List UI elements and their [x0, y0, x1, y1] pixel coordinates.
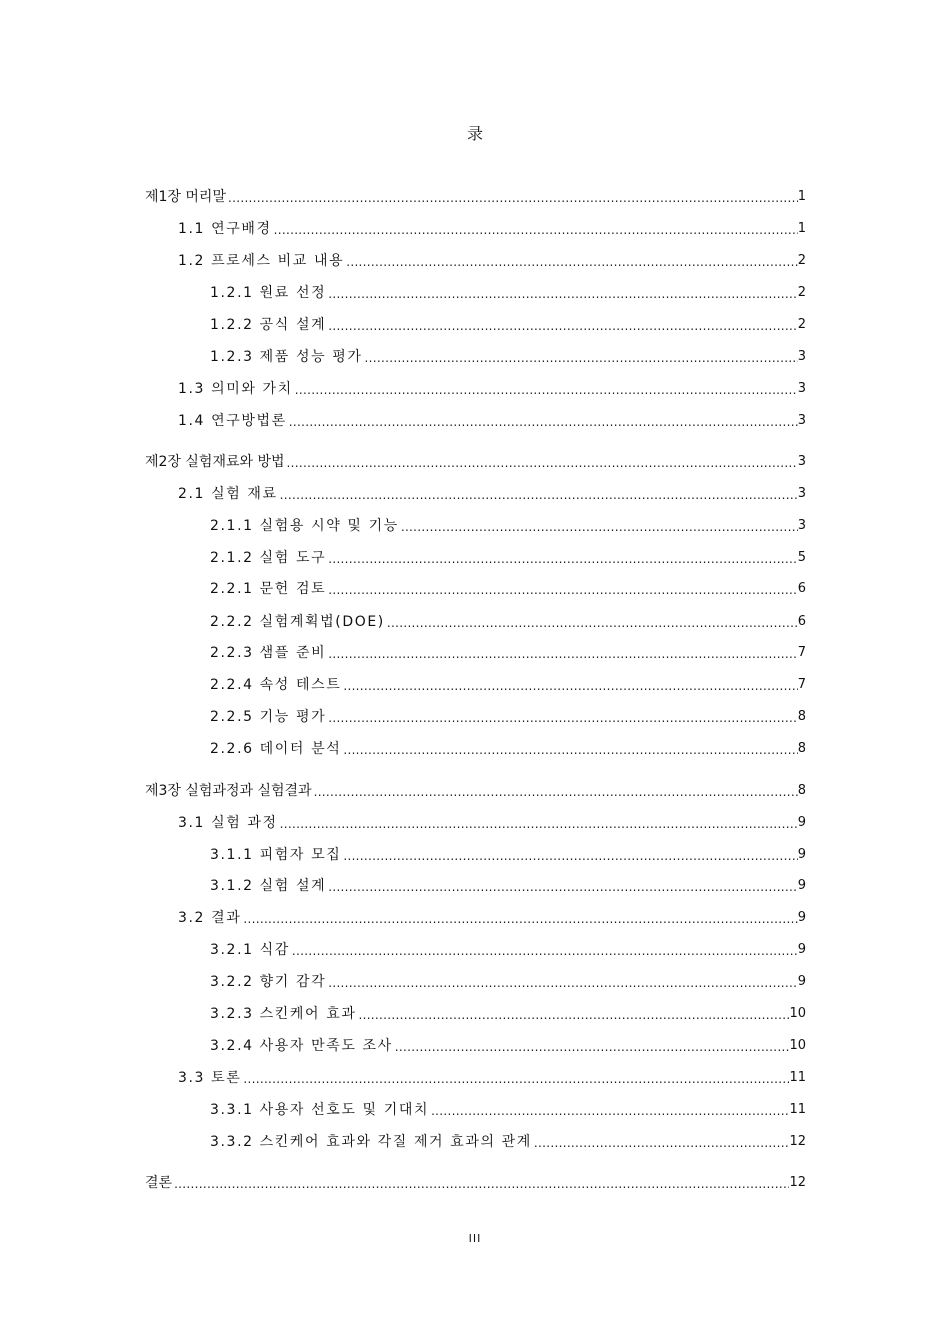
toc-entry-label: 1.2.2 공식 설계 [210, 317, 327, 333]
toc-entry-label: 2.2.1 문헌 검토 [210, 581, 327, 597]
toc-dot-leader [226, 190, 798, 206]
toc-entry-label: 제3장 실험과정과 실험결과 [145, 783, 312, 799]
toc-entry-label: 3.1.1 피험자 모집 [210, 847, 342, 863]
toc-entry-label: 1.2.1 원료 선정 [210, 285, 327, 301]
toc-entry-label: 2.1 실험 재료 [178, 486, 278, 502]
toc-entry-page: 3 [797, 486, 806, 501]
toc-dot-leader [344, 254, 798, 270]
toc-entry-page: 2 [797, 285, 806, 300]
toc-dot-leader [326, 975, 798, 991]
toc-entry-page: 3 [797, 381, 806, 396]
toc-entry[interactable] [145, 282, 806, 302]
toc-entry-page: 10 [789, 1006, 806, 1021]
toc-dot-leader [326, 582, 798, 598]
toc-dot-leader [341, 678, 797, 694]
toc-entry-label: 3.1.2 실험 설계 [210, 878, 327, 894]
toc-dot-leader [326, 710, 798, 726]
toc-entry[interactable] [145, 218, 806, 238]
toc-entry-label: 3.2.2 향기 감각 [210, 974, 327, 990]
toc-entry-page: 8 [797, 783, 806, 798]
toc-entry-label: 2.2.6 데이터 분석 [210, 741, 342, 757]
toc-dot-leader [293, 382, 798, 398]
toc-entry-label: 1.2 프로세스 비교 내용 [178, 253, 345, 269]
toc-entry-page: 1 [797, 189, 806, 204]
toc-dot-leader [385, 615, 798, 631]
toc-entry-page: 2 [797, 317, 806, 332]
toc-entry[interactable] [145, 186, 806, 206]
toc-dot-leader [326, 646, 798, 662]
toc-entry-label: 3.1 실험 과정 [178, 815, 278, 831]
toc-entry-label: 제1장 머리말 [145, 189, 226, 205]
toc-entry-label: 제2장 실험재료와 방법 [145, 454, 285, 470]
toc-entry[interactable] [145, 971, 806, 991]
toc-entry[interactable] [145, 1035, 806, 1055]
toc-entry-page: 9 [797, 847, 806, 862]
toc-dot-leader [393, 1039, 790, 1055]
toc-entry-page: 11 [789, 1070, 806, 1085]
toc-entry-page: 9 [797, 815, 806, 830]
toc-entry[interactable] [145, 844, 806, 864]
toc-dot-leader [326, 286, 798, 302]
toc-entry[interactable] [145, 515, 806, 535]
toc-entry-label: 3.3.1 사용자 선호도 및 기대치 [210, 1102, 430, 1118]
toc-entry-label: 3.3 토론 [178, 1070, 242, 1086]
toc-entry[interactable] [145, 547, 806, 567]
toc-entry-page: 3 [797, 413, 806, 428]
toc-entry[interactable] [145, 1131, 806, 1151]
toc-entry-page: 9 [797, 942, 806, 957]
toc-dot-leader [429, 1103, 789, 1119]
toc-entry[interactable] [145, 642, 806, 662]
toc-dot-leader [399, 519, 798, 535]
toc-entry[interactable] [145, 378, 806, 398]
toc-entry-label: 2.1.1 실험용 시약 및 기능 [210, 518, 399, 534]
toc-entry-page: 11 [789, 1102, 806, 1117]
toc-entry-page: 7 [797, 677, 806, 692]
toc-entry-label: 3.3.2 스킨케어 효과와 각질 제거 효과의 관계 [210, 1134, 532, 1150]
toc-entry[interactable] [145, 706, 806, 726]
toc-dot-leader [326, 551, 798, 567]
toc-entry[interactable] [145, 250, 806, 270]
toc-entry-page: 3 [797, 349, 806, 364]
toc-entry[interactable] [145, 939, 806, 959]
toc-dot-leader [172, 1176, 789, 1192]
toc-dot-leader [341, 742, 797, 758]
toc-dot-leader [241, 1071, 789, 1087]
toc-entry-label: 2.2.3 샘플 준비 [210, 645, 327, 661]
toc-entry[interactable] [145, 1003, 806, 1023]
toc-entry-page: 3 [797, 454, 806, 469]
toc-entry-label: 2.2.5 기능 평가 [210, 709, 327, 725]
toc-entry-label: 2.2.2 실험계획법(DOE) [210, 614, 385, 630]
toc-entry-page: 6 [797, 581, 806, 596]
toc-entry-page: 3 [797, 518, 806, 533]
toc-entry[interactable] [145, 483, 806, 503]
toc-entry-label: 2.2.4 속성 테스트 [210, 677, 342, 693]
toc-dot-leader [363, 350, 798, 366]
toc-entry[interactable] [145, 346, 806, 366]
toc-dot-leader [278, 487, 798, 503]
toc-entry-label: 2.1.2 실험 도구 [210, 550, 327, 566]
toc-entry[interactable] [145, 314, 806, 334]
toc-dot-leader [278, 816, 798, 832]
toc-entry[interactable] [145, 812, 806, 832]
toc-entry[interactable] [145, 780, 806, 800]
toc-entry-page: 5 [797, 550, 806, 565]
toc-entry[interactable] [145, 907, 806, 927]
toc-entry-page: 1 [797, 221, 806, 236]
toc-entry-page: 9 [797, 974, 806, 989]
toc-entry-page: 12 [789, 1175, 806, 1190]
page-number: III [468, 1232, 482, 1245]
toc-dot-leader [532, 1135, 790, 1151]
toc-entry[interactable] [145, 738, 806, 758]
toc-dot-leader [356, 1007, 789, 1023]
toc-entry-label: 3.2.3 스킨케어 효과 [210, 1006, 357, 1022]
toc-dot-leader [241, 911, 797, 927]
toc-entry-page: 9 [797, 878, 806, 893]
toc-title: 录 [466, 124, 483, 143]
toc-entry[interactable] [145, 1172, 806, 1192]
toc-entry[interactable] [145, 451, 806, 471]
toc-entry-page: 6 [797, 614, 806, 629]
toc-entry-page: 8 [797, 709, 806, 724]
toc-dot-leader [272, 222, 798, 238]
toc-entry-page: 9 [797, 910, 806, 925]
toc-entry-page: 10 [789, 1038, 806, 1053]
toc-entry[interactable] [145, 611, 806, 631]
toc-entry[interactable] [145, 1099, 806, 1119]
toc-entry[interactable] [145, 410, 806, 430]
toc-entry-label: 3.2.1 식감 [210, 942, 290, 958]
toc-dot-leader [287, 414, 798, 430]
toc-dot-leader [326, 879, 798, 895]
toc-entry-label: 3.2.4 사용자 만족도 조사 [210, 1038, 393, 1054]
toc-entry[interactable] [145, 578, 806, 598]
toc-dot-leader [290, 943, 798, 959]
toc-dot-leader [341, 848, 797, 864]
toc-entry-label: 1.3 의미와 가치 [178, 381, 293, 397]
toc-entry[interactable] [145, 1067, 806, 1087]
toc-entry-page: 2 [797, 253, 806, 268]
toc-dot-leader [326, 318, 798, 334]
toc-entry-page: 8 [797, 741, 806, 756]
toc-entry-label: 1.2.3 제품 성능 평가 [210, 349, 363, 365]
toc-entry-page: 7 [797, 645, 806, 660]
toc-entry-label: 3.2 결과 [178, 910, 242, 926]
toc-entry[interactable] [145, 875, 806, 895]
toc-dot-leader [312, 784, 798, 800]
toc-entry-label: 결론 [145, 1175, 173, 1191]
toc-entry-label: 1.4 연구방법론 [178, 413, 287, 429]
toc-entry-label: 1.1 연구배경 [178, 221, 272, 237]
toc-entry-page: 12 [789, 1134, 806, 1149]
toc-dot-leader [285, 455, 798, 471]
toc-entry[interactable] [145, 674, 806, 694]
